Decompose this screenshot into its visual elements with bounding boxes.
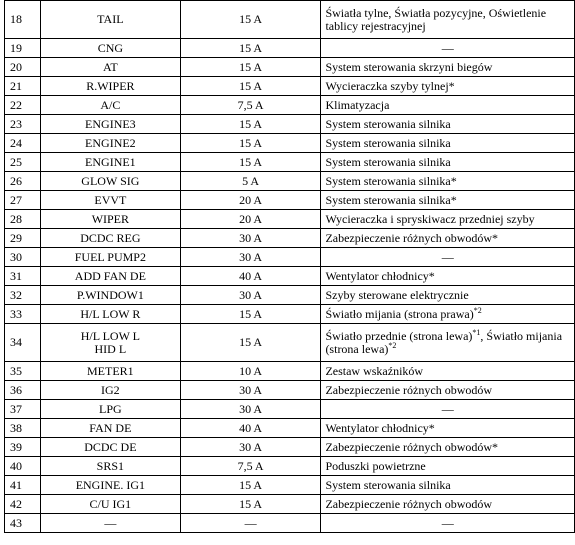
fuse-name-cell: [40, 39, 180, 58]
fuse-number-cell: 24: [5, 134, 41, 153]
table-row: [5, 134, 575, 153]
circuit-text: Poduszki powietrzne: [325, 458, 426, 473]
fuse-name-cell: [40, 210, 180, 229]
table-row: [5, 1, 575, 39]
fuse-name-cell: [40, 153, 180, 172]
fuse-number-cell: 41: [5, 476, 41, 495]
circuit-text: Szyby sterowane elektrycznie: [325, 287, 469, 302]
protected-circuit-cell: [321, 495, 575, 514]
fuse-amperage-cell: 15 A: [180, 476, 321, 495]
fuse-name-line: AT: [103, 59, 118, 74]
circuit-text: System sterowania silnika: [325, 154, 451, 169]
fuse-number-cell: 31: [5, 267, 41, 286]
fuse-amperage-cell: 30 A: [180, 286, 321, 305]
fuse-number-cell: 37: [5, 400, 41, 419]
protected-circuit-cell: [321, 96, 575, 115]
fuse-amperage-cell: 15 A: [180, 153, 321, 172]
fuse-amperage-cell: 30 A: [180, 381, 321, 400]
fuse-amperage-cell: 15 A: [180, 1, 321, 39]
fuse-name-cell: [40, 438, 180, 457]
fuse-number-cell: 36: [5, 381, 41, 400]
protected-circuit-cell: [321, 153, 575, 172]
fuse-number-cell: 35: [5, 362, 41, 381]
fuse-number-cell: 26: [5, 172, 41, 191]
circuit-text: Wycieraczka i spryskiwacz przedniej szyby: [325, 211, 535, 226]
table-row: [5, 267, 575, 286]
fuse-number-cell: 20: [5, 58, 41, 77]
fuse-amperage-cell: 20 A: [180, 210, 321, 229]
fuse-amperage-cell: 15 A: [180, 115, 321, 134]
circuit-text: Światło przednie (strona lewa): [325, 328, 473, 343]
fuse-amperage-cell: 15 A: [180, 77, 321, 96]
circuit-text: —: [441, 40, 454, 55]
fuse-number-cell: 40: [5, 457, 41, 476]
fuse-amperage-cell: 30 A: [180, 400, 321, 419]
circuit-text: Zabezpieczenie różnych obwodów*: [325, 439, 499, 454]
protected-circuit-cell: [321, 286, 575, 305]
fuse-name-cell: [40, 419, 180, 438]
fuse-name-line: ENGINE3: [85, 116, 136, 131]
table-row: [5, 115, 575, 134]
fuse-name-line: P.WINDOW1: [76, 287, 144, 302]
fuse-number-cell: 42: [5, 495, 41, 514]
fuse-name-line: EVVT: [94, 192, 127, 207]
protected-circuit-cell: [321, 457, 575, 476]
fuse-number-cell: 32: [5, 286, 41, 305]
circuit-text: Zestaw wskaźników: [325, 363, 424, 378]
fuse-number-cell: 43: [5, 514, 41, 533]
footnote-marker: *2: [473, 305, 482, 315]
table-row: [5, 77, 575, 96]
fuse-number-cell: 18: [5, 1, 41, 39]
fuse-amperage-cell: 30 A: [180, 229, 321, 248]
fuse-name-cell: [40, 248, 180, 267]
protected-circuit-cell: [321, 419, 575, 438]
circuit-text: System sterowania skrzyni biegów: [325, 59, 493, 74]
circuit-text: System sterowania silnika*: [325, 173, 457, 188]
circuit-text: System sterowania silnika: [325, 135, 451, 150]
circuit-text: —: [441, 401, 454, 416]
fuse-amperage-cell: 20 A: [180, 191, 321, 210]
fuse-number-cell: 33: [5, 305, 41, 324]
fuse-number-cell: 34: [5, 324, 41, 362]
fuse-name-cell: [40, 362, 180, 381]
fuse-name-line: C/U IG1: [89, 496, 132, 511]
fuse-name-line: LPG: [99, 401, 122, 416]
fuse-amperage-cell: 40 A: [180, 267, 321, 286]
fuse-amperage-cell: 10 A: [180, 362, 321, 381]
fuse-number-cell: 19: [5, 39, 41, 58]
circuit-text: Klimatyzacja: [325, 97, 390, 112]
table-row: [5, 58, 575, 77]
protected-circuit-cell: [321, 476, 575, 495]
protected-circuit-cell: [321, 39, 575, 58]
fuse-name-cell: [40, 324, 180, 362]
table-row: [5, 229, 575, 248]
fuse-table-body: [5, 1, 575, 533]
circuit-text: —: [441, 515, 454, 530]
table-row: [5, 286, 575, 305]
protected-circuit-cell: [321, 362, 575, 381]
fuse-name-line: R.WIPER: [86, 78, 135, 93]
fuse-name-line: ENGINE1: [85, 154, 136, 169]
protected-circuit-cell: [321, 77, 575, 96]
fuse-name-line: FAN DE: [89, 420, 132, 435]
fuse-name-cell: [40, 305, 180, 324]
table-row: [5, 419, 575, 438]
fuse-name-cell: [40, 58, 180, 77]
fuse-amperage-cell: 40 A: [180, 419, 321, 438]
table-row: [5, 514, 575, 533]
fuse-amperage-cell: 7,5 A: [180, 457, 321, 476]
fuse-amperage-cell: 5 A: [180, 172, 321, 191]
fuse-name-cell: [40, 172, 180, 191]
circuit-text: Zabezpieczenie różnych obwodów: [325, 382, 493, 397]
table-row: [5, 153, 575, 172]
footnote-marker: *2: [388, 340, 397, 350]
fuse-name-cell: [40, 191, 180, 210]
table-row: [5, 248, 575, 267]
fuse-name-cell: [40, 115, 180, 134]
fuse-amperage-cell: 15 A: [180, 134, 321, 153]
table-row: [5, 96, 575, 115]
table-row: [5, 362, 575, 381]
table-row: [5, 438, 575, 457]
protected-circuit-cell: [321, 400, 575, 419]
fuse-name-line: GLOW SIG: [81, 173, 140, 188]
protected-circuit-cell: [321, 248, 575, 267]
table-row: [5, 476, 575, 495]
fuse-number-cell: 39: [5, 438, 41, 457]
fuse-name-line: H/L LOW R: [80, 306, 141, 321]
fuse-name-cell: [40, 381, 180, 400]
table-row: [5, 495, 575, 514]
fuse-name-cell: [40, 514, 180, 533]
fuse-amperage-cell: 15 A: [180, 495, 321, 514]
fuse-name-cell: [40, 229, 180, 248]
fuse-amperage-cell: 15 A: [180, 58, 321, 77]
fuse-amperage-cell: 15 A: [180, 305, 321, 324]
fuse-name-line: ENGINE2: [85, 135, 136, 150]
circuit-text: Światła tylne, Światła pozycyjne, Oświetlenie tablicy rejestracyjnej: [325, 5, 547, 33]
circuit-text: Wentylator chłodnicy*: [325, 268, 435, 283]
protected-circuit-cell: [321, 438, 575, 457]
circuit-text: Wentylator chłodnicy*: [325, 420, 435, 435]
fuse-amperage-cell: 15 A: [180, 39, 321, 58]
fuse-name-cell: [40, 77, 180, 96]
fuse-name-line: DCDC REG: [80, 230, 141, 245]
fuse-name-cell: [40, 495, 180, 514]
fuse-amperage-cell: 7,5 A: [180, 96, 321, 115]
fuse-name-cell: [40, 134, 180, 153]
protected-circuit-cell: [321, 191, 575, 210]
table-row: [5, 324, 575, 362]
protected-circuit-cell: [321, 134, 575, 153]
table-row: [5, 191, 575, 210]
table-row: [5, 381, 575, 400]
protected-circuit-cell: [321, 267, 575, 286]
fuse-amperage-cell: 15 A: [180, 324, 321, 362]
fuse-name-line: METER1: [87, 363, 134, 378]
fuse-number-cell: 29: [5, 229, 41, 248]
table-row: [5, 39, 575, 58]
protected-circuit-cell: [321, 1, 575, 39]
footnote-marker: *1: [472, 327, 481, 337]
table-row: [5, 457, 575, 476]
fuse-amperage-cell: —: [180, 514, 321, 533]
protected-circuit-cell: [321, 381, 575, 400]
fuse-name-cell: [40, 457, 180, 476]
circuit-text: System sterowania silnika: [325, 116, 451, 131]
fuse-name-line: H/L LOW L: [80, 328, 141, 343]
protected-circuit-cell: [321, 229, 575, 248]
circuit-text: Wycieraczka szyby tylnej*: [325, 78, 455, 93]
circuit-text: Światło mijania (strona prawa): [325, 306, 474, 321]
fuse-number-cell: 21: [5, 77, 41, 96]
fuse-name-line: TAIL: [97, 12, 124, 26]
table-row: [5, 400, 575, 419]
fuse-name-cell: [40, 476, 180, 495]
fuse-number-cell: 22: [5, 96, 41, 115]
fuse-name-cell: [40, 286, 180, 305]
protected-circuit-cell: [321, 305, 575, 324]
fuse-name-line: A/C: [100, 97, 121, 112]
fuse-name-cell: [40, 1, 180, 39]
fuse-name-line: IG2: [101, 382, 120, 397]
fuse-number-cell: 27: [5, 191, 41, 210]
fuse-name-line: SRS1: [96, 458, 125, 473]
fuse-name-line: ENGINE. IG1: [75, 477, 146, 492]
fuse-name-line: —: [104, 515, 117, 530]
circuit-text: —: [441, 249, 454, 264]
fuse-name-cell: [40, 96, 180, 115]
fuse-number-cell: 25: [5, 153, 41, 172]
circuit-text: System sterowania silnika: [325, 477, 451, 492]
protected-circuit-cell: [321, 514, 575, 533]
table-row: [5, 305, 575, 324]
protected-circuit-cell: [321, 115, 575, 134]
fuse-name-line: CNG: [97, 40, 124, 55]
table-row: [5, 210, 575, 229]
fuse-amperage-cell: 30 A: [180, 248, 321, 267]
protected-circuit-cell: [321, 172, 575, 191]
fuse-number-cell: 23: [5, 115, 41, 134]
protected-circuit-cell: [321, 58, 575, 77]
fuse-number-cell: 38: [5, 419, 41, 438]
circuit-text: System sterowania silnika*: [325, 192, 457, 207]
fuse-number-cell: 28: [5, 210, 41, 229]
circuit-text: , Światło mijania (strona lewa): [325, 328, 563, 356]
fuse-amperage-cell: 30 A: [180, 438, 321, 457]
protected-circuit-cell: [321, 210, 575, 229]
fuse-name-line: DCDC DE: [84, 439, 137, 454]
fuse-name-line: HID L: [94, 341, 127, 356]
fuse-name-line: FUEL PUMP2: [74, 249, 146, 264]
fuse-name-line: WIPER: [91, 211, 130, 226]
table-row: [5, 172, 575, 191]
fuse-name-line: ADD FAN DE: [74, 268, 146, 283]
protected-circuit-cell: [321, 324, 575, 362]
fuse-name-cell: [40, 267, 180, 286]
fuse-table: [4, 0, 575, 533]
fuse-number-cell: 30: [5, 248, 41, 267]
fuse-name-cell: [40, 400, 180, 419]
circuit-text: Zabezpieczenie różnych obwodów*: [325, 230, 499, 245]
circuit-text: Zabezpieczenie różnych obwodów: [325, 496, 493, 511]
